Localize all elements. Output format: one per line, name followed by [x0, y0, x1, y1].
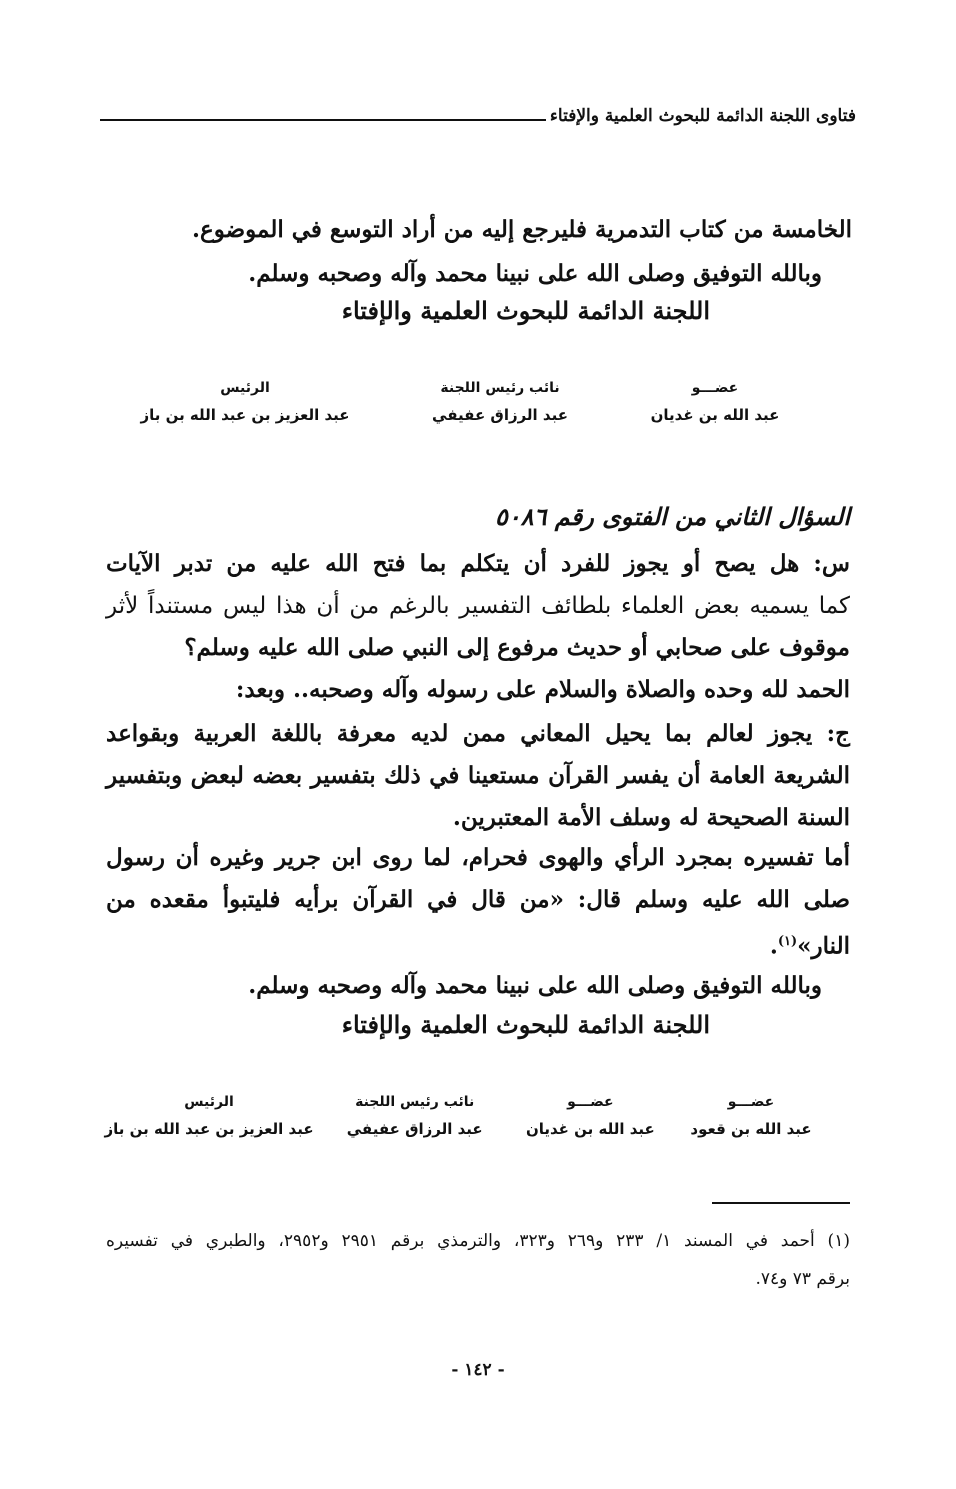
running-header — [100, 100, 856, 126]
question-line: كما يسميه بعض العلماء بلطائف التفسير بالرغم من أن هذا ليس مستنداً لأثر — [106, 593, 850, 619]
answer-line: السنة الصحيحة له وسلف الأمة المعتبرين. — [452, 804, 850, 831]
footnote-rule — [712, 1202, 850, 1204]
signature-role: عضـــو — [691, 380, 739, 396]
signature-member — [640, 380, 790, 428]
signature-president — [130, 380, 360, 428]
signature-vice-president — [420, 380, 580, 428]
page-number: - ١٤٢ - — [451, 1360, 505, 1380]
closing-line: وبالله التوفيق وصلى الله على نبينا محمد وآله وصحبه وسلم. — [248, 972, 822, 999]
signature-member — [686, 1094, 816, 1142]
signature-name: عبد الرزاق عفيفي — [346, 1120, 483, 1138]
signature-role: عضـــو — [567, 1094, 614, 1110]
header-rule — [100, 119, 546, 121]
answer-line: ج: يجوز لعالم بما يحيل المعاني ممن لديه معرفة باللغة العربية وبقواعد — [106, 720, 850, 747]
question-line: س: هل يصح أو يجوز للفرد أن يتكلم بما فتح الله عليه من تدبر الآيات — [106, 550, 850, 577]
signature-name: عبد الرزاق عفيفي — [432, 406, 568, 424]
signature-role: الرئيس — [184, 1094, 234, 1110]
signature-name: عبد الله بن غديان — [525, 1120, 655, 1138]
answer-line: صلى الله عليه وسلم قال: «من قال في القرآن برأيه فليتبوأ مقعده من — [106, 886, 850, 913]
committee-name: اللجنة الدائمة للبحوث العلمية والإفتاء — [341, 296, 710, 325]
signatures-block — [130, 380, 790, 428]
answer-line-last — [770, 922, 850, 967]
question-title: السؤال الثاني من الفتوى رقم ٥٠٨٦ — [494, 502, 850, 531]
signature-president — [104, 1094, 314, 1142]
signature-name: عبد الله بن قعود — [690, 1120, 812, 1138]
signatures-block — [104, 1094, 816, 1142]
signature-member — [515, 1094, 665, 1142]
period: . — [769, 932, 778, 960]
signature-name: عبد العزيز بن عبد الله بن باز — [140, 406, 350, 424]
answer-line: الشريعة العامة أن يفسر القرآن مستعينا في ذلك بتفسير بعضه لبعض وبتفسير — [106, 762, 850, 789]
committee-name: اللجنة الدائمة للبحوث العلمية والإفتاء — [341, 1010, 710, 1039]
signature-name: عبد الله بن غديان — [650, 406, 780, 424]
footnote-line: برقم ٧٣ و٧٤. — [755, 1269, 850, 1289]
running-title: فتاوى اللجنة الدائمة للبحوث العلمية والإفتاء — [549, 106, 856, 126]
closing-line: وبالله التوفيق وصلى الله على نبينا محمد وآله وصحبه وسلم. — [248, 260, 822, 287]
answer-opening: الحمد لله وحده والصلاة والسلام على رسوله وآله وصحبه.. وبعد: — [235, 676, 850, 703]
signature-role: الرئيس — [220, 380, 270, 396]
signature-name: عبد العزيز بن عبد الله بن باز — [104, 1120, 314, 1138]
signature-role: نائب رئيس اللجنة — [440, 380, 560, 396]
answer-line: أما تفسيره بمجرد الرأي والهوى فحرام، لما روى ابن جرير وغيره أن رسول — [106, 844, 850, 871]
footnote-line: (١) أحمد في المسند ١/ ٢٣٣ و٢٦٩ و٣٢٣، والترمذي برقم ٢٩٥١ و٢٩٥٢، والطبري في تفسيره — [106, 1231, 850, 1251]
signature-vice-president — [335, 1094, 495, 1142]
signature-role: نائب رئيس اللجنة — [355, 1094, 475, 1110]
footnote-ref: (١) — [777, 934, 798, 949]
answer-text: النار» — [797, 932, 850, 960]
body-line: الخامسة من كتاب التدمرية فليرجع إليه من أراد التوسع في الموضوع. — [192, 216, 852, 243]
question-line: موقوف على صحابي أو حديث مرفوع إلى النبي صلى الله عليه وسلم؟ — [184, 634, 850, 661]
signature-role: عضـــو — [727, 1094, 775, 1110]
